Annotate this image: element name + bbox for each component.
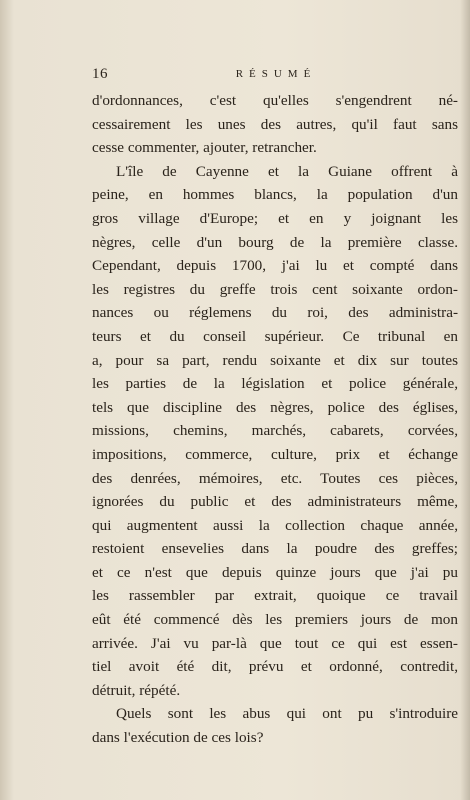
text-line: nègres, celle d'un bourg de la première classe. (92, 233, 458, 251)
text-line: a, pour sa part, rendu soixante et dix sur toutes (92, 351, 458, 369)
text-line: et ce n'est que depuis quinze jours que j'ai pu (92, 563, 458, 581)
text-line: eût été commencé dès les premiers jours de mon (92, 611, 458, 629)
paragraph (92, 160, 458, 703)
text-line: des denrées, mémoires, etc. Toutes ces pièces, (92, 469, 458, 487)
text-line: teurs et du conseil supérieur. Ce tribunal en (92, 327, 458, 345)
text-line: impositions, commerce, culture, prix et échange (92, 445, 458, 463)
body-text (92, 89, 458, 750)
text-line: d'ordonnances, c'est qu'elles s'engendrent né- (92, 92, 458, 109)
text-line: tels que discipline des nègres, police des églises, (92, 398, 458, 416)
page-number: 16 (92, 66, 108, 82)
text-line: missions, chemins, marchés, cabarets, corvées, (92, 422, 458, 440)
text-line: Quels sont les abus qui ont pu s'introduire (116, 705, 458, 723)
paragraph (92, 89, 458, 160)
text-line: restoient ensevelies dans la poudre des greffes; (92, 540, 458, 558)
text-line: qui augmentent aussi la collection chaque année, (92, 516, 458, 534)
paragraph (92, 702, 458, 749)
text-line: dans l'exécution de ces lois? (92, 729, 264, 747)
text-line: les parties de la législation et police générale, (92, 375, 458, 393)
text-line: peine, en hommes blancs, la population d'un (92, 186, 458, 204)
text-line: gros village d'Europe; et en y joignant les (92, 209, 458, 227)
running-head: RÉSUMÉ (235, 68, 317, 80)
text-line: ignorées du public et des administrateurs même, (92, 493, 458, 511)
text-line: nances ou réglemens du roi, des administra- (92, 304, 458, 322)
text-line: L'île de Cayenne et la Guiane offrent à (116, 162, 458, 180)
text-line: les registres du greffe trois cent soixante ordon- (92, 280, 458, 298)
text-line: détruit, répété. (92, 681, 181, 699)
text-line: cesse commenter, ajouter, retrancher. (92, 139, 317, 157)
page-header (92, 66, 460, 86)
text-line: Cependant, depuis 1700, j'ai lu et compté dans (92, 257, 458, 275)
text-line: tiel avoit été dit, prévu et ordonné, contredit, (92, 658, 458, 676)
text-line: les rassembler par extrait, quoique ce travail (92, 587, 458, 605)
text-line: cessairement les unes des autres, qu'il faut sans (92, 115, 458, 133)
text-line: arrivée. J'ai vu par-là que tout ce qui est essen- (92, 634, 458, 652)
